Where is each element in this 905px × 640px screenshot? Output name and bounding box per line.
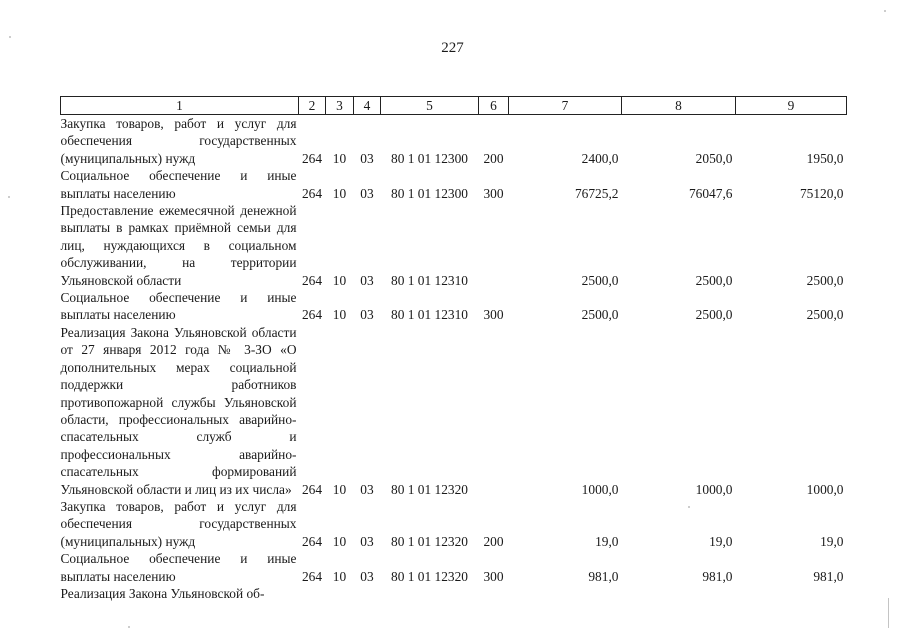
row-value-9	[736, 585, 847, 602]
row-name: Реализация Закона Ульяновской области от 27 января 2012 года № 3-ЗО «О дополнительных мерах социальной поддержки работников противопожарной службы Ульяновской области, профессиональных аварийно-спасательных служб и профессиональных аварийно-спасательных формирований Ульяновской области и лиц из их числа»	[60, 324, 297, 497]
row-value-7: 19,0	[595, 533, 619, 549]
row-code-6: 300	[483, 185, 504, 201]
scan-speck	[688, 506, 690, 508]
row-code-4: 03	[360, 150, 374, 166]
row-code-5: 80 1 01 12300	[391, 185, 468, 201]
row-value-9: 2500,0	[806, 272, 844, 288]
row-value-9: 19,0	[820, 533, 844, 549]
row-code-2: 264	[301, 568, 323, 584]
row-value-8: 76047,6	[688, 185, 733, 201]
row-name: Социальное обеспечение и иные выплаты населению	[60, 168, 297, 201]
column-header-4: 4	[354, 97, 381, 115]
table-row	[61, 585, 847, 602]
row-code-4: 03	[360, 481, 374, 497]
table-row	[61, 202, 847, 289]
row-code-5: 80 1 01 12320	[391, 481, 468, 497]
row-value-7: 76725,2	[574, 185, 619, 201]
row-code-3: 10	[332, 481, 347, 497]
row-code-6: 200	[483, 150, 504, 166]
table-row	[61, 550, 847, 585]
row-value-8: 981,0	[702, 568, 733, 584]
row-code-4	[354, 585, 381, 602]
row-value-8: 2500,0	[695, 272, 733, 288]
row-code-5: 80 1 01 12320	[391, 533, 468, 549]
row-name: Предоставление ежемесячной денежной выплаты в рамках приёмной семьи для лиц, нуждающихся в социальном обслуживании, на территории Ульяновской области	[60, 203, 297, 288]
budget-table	[60, 96, 847, 602]
row-code-2: 264	[301, 185, 323, 201]
scan-speck	[8, 196, 10, 198]
row-code-4: 03	[360, 185, 374, 201]
row-code-6: 300	[483, 307, 504, 323]
row-code-3: 10	[332, 150, 347, 166]
row-code-5	[381, 585, 479, 602]
row-value-9: 1950,0	[806, 150, 844, 166]
row-code-2: 264	[301, 533, 323, 549]
table-row	[61, 289, 847, 324]
row-name: Социальное обеспечение и иные выплаты населению	[60, 551, 297, 584]
row-value-8: 2050,0	[695, 150, 733, 166]
scan-speck	[9, 36, 11, 38]
row-code-5: 80 1 01 12310	[391, 307, 468, 323]
table-row	[61, 498, 847, 550]
table-row	[61, 167, 847, 202]
row-value-8: 1000,0	[695, 481, 733, 497]
row-code-3: 10	[332, 568, 347, 584]
row-code-6	[479, 585, 509, 602]
row-code-3: 10	[332, 272, 347, 288]
row-code-4: 03	[360, 307, 374, 323]
row-code-5: 80 1 01 12310	[391, 272, 468, 288]
row-code-6	[479, 202, 509, 289]
row-value-8	[622, 585, 736, 602]
row-code-5: 80 1 01 12320	[391, 568, 468, 584]
row-code-6	[479, 324, 509, 498]
column-header-1: 1	[61, 97, 299, 115]
row-code-2: 264	[301, 272, 323, 288]
row-name: Социальное обеспечение и иные выплаты населению	[60, 290, 297, 323]
row-code-4: 03	[360, 568, 374, 584]
row-value-7: 2500,0	[581, 307, 619, 323]
row-code-3: 10	[332, 533, 347, 549]
table-row	[61, 115, 847, 168]
scan-speck	[128, 626, 130, 628]
row-name: Закупка товаров, работ и услуг для обеспечения государственных (муниципальных) нужд	[60, 498, 297, 549]
scan-speck	[884, 10, 886, 12]
row-value-7: 1000,0	[581, 481, 619, 497]
row-code-5: 80 1 01 12300	[391, 150, 468, 166]
row-code-2	[299, 585, 326, 602]
row-value-9: 75120,0	[799, 185, 844, 201]
column-header-7: 7	[509, 97, 622, 115]
row-value-9: 1000,0	[806, 481, 844, 497]
row-value-9: 2500,0	[806, 307, 844, 323]
row-code-2: 264	[301, 307, 323, 323]
row-code-3: 10	[332, 307, 347, 323]
row-value-7: 981,0	[588, 568, 619, 584]
column-header-5: 5	[381, 97, 479, 115]
row-code-6: 200	[483, 533, 504, 549]
row-code-4: 03	[360, 272, 374, 288]
row-code-3: 10	[332, 185, 347, 201]
row-value-8: 19,0	[709, 533, 733, 549]
table-header-row	[61, 97, 847, 115]
row-name: Реализация Закона Ульяновской об-	[60, 585, 265, 601]
row-code-3	[326, 585, 354, 602]
row-code-4: 03	[360, 533, 374, 549]
row-value-7: 2400,0	[581, 150, 619, 166]
column-header-3: 3	[326, 97, 354, 115]
row-code-2: 264	[301, 150, 323, 166]
row-value-7	[509, 585, 622, 602]
scan-edge-mark	[888, 598, 889, 628]
column-header-8: 8	[622, 97, 736, 115]
row-value-7: 2500,0	[581, 272, 619, 288]
row-name: Закупка товаров, работ и услуг для обеспечения государственных (муниципальных) нужд	[60, 116, 297, 166]
row-value-9: 981,0	[813, 568, 844, 584]
row-code-6: 300	[483, 568, 504, 584]
page-number: 227	[441, 40, 464, 56]
column-header-6: 6	[479, 97, 509, 115]
column-header-2: 2	[299, 97, 326, 115]
row-code-2: 264	[301, 481, 323, 497]
column-header-9: 9	[736, 97, 847, 115]
table-row	[61, 324, 847, 498]
row-value-8: 2500,0	[695, 307, 733, 323]
